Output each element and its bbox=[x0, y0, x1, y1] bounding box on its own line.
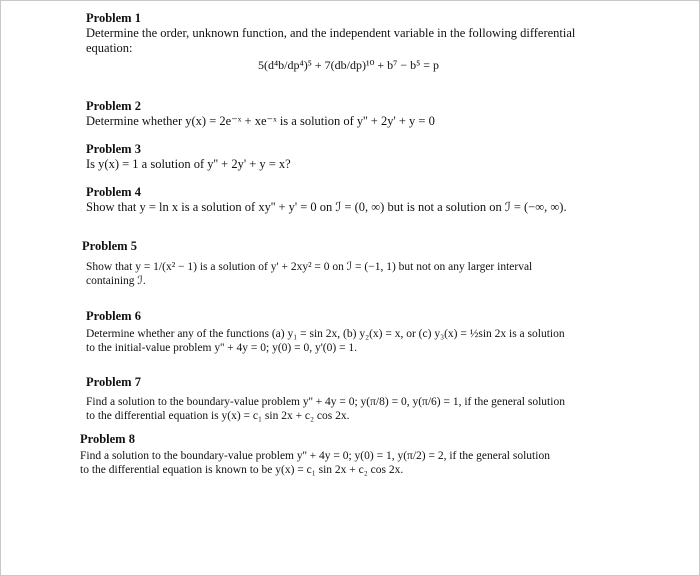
problem-text-line: to the differential equation is known to be y(x) = c₁ sin 2x + c₂ cos 2x. bbox=[80, 464, 404, 476]
problem-title: Problem 4 bbox=[86, 185, 141, 199]
differential-equation: 5(d⁴b/dp⁴)⁵ + 7(db/dp)¹⁰ + b⁷ − b⁵ = p bbox=[258, 58, 440, 72]
problem-text-line: Find a solution to the boundary-value problem y'' + 4y = 0; y(π/8) = 0, y(π/6) = 1, if the general solution bbox=[86, 396, 565, 408]
problem-1 bbox=[86, 11, 575, 56]
problem-8 bbox=[80, 432, 550, 477]
problem-text-line: containing ℐ. bbox=[86, 275, 146, 287]
problem-6 bbox=[86, 309, 565, 355]
problem-text-line: Determine whether y(x) = 2e⁻ˣ + xe⁻ˣ is a solution of y'' + 2y' + y = 0 bbox=[86, 114, 435, 128]
problem-4 bbox=[86, 185, 567, 215]
problem-title: Problem 6 bbox=[86, 309, 141, 323]
problem-text-line: equation: bbox=[86, 41, 133, 55]
problem-text-line: to the differential equation is y(x) = c₁ sin 2x + c₂ cos 2x. bbox=[86, 410, 350, 422]
problem-text-line: Determine whether any of the functions (a) y₁ = sin 2x, (b) y₂(x) = x, or (c) y₃(x) = ½sin 2x is a solution bbox=[86, 328, 565, 340]
problem-title: Problem 2 bbox=[86, 99, 141, 113]
problem-title: Problem 7 bbox=[86, 375, 141, 389]
problem-title: Problem 1 bbox=[86, 11, 141, 25]
problem-text-line: to the initial-value problem y'' + 4y = 0; y(0) = 0, y'(0) = 1. bbox=[86, 342, 358, 354]
problem-text-line: Is y(x) = 1 a solution of y'' + 2y' + y = x? bbox=[86, 157, 291, 171]
problem-2 bbox=[86, 99, 435, 129]
problem-title: Problem 5 bbox=[82, 239, 137, 253]
problem-5 bbox=[82, 239, 532, 288]
problem-text-line: Determine the order, unknown function, and the independent variable in the following differential bbox=[86, 26, 576, 40]
problem-3 bbox=[86, 142, 291, 172]
problem-title: Problem 3 bbox=[86, 142, 141, 156]
problem-text-line: Show that y = ln x is a solution of xy'' + y' = 0 on ℐ = (0, ∞) but is not a solution on ℐ = (−∞, ∞). bbox=[86, 200, 567, 214]
problem-text-line: Find a solution to the boundary-value problem y'' + 4y = 0; y(0) = 1, y(π/2) = 2, if the general solution bbox=[80, 450, 550, 462]
problem-title: Problem 8 bbox=[80, 432, 135, 446]
problem-7 bbox=[86, 375, 565, 423]
problem-text-line: Show that y = 1/(x² − 1) is a solution of y' + 2xy² = 0 on ℐ = (−1, 1) but not on any larger interval bbox=[86, 261, 533, 273]
